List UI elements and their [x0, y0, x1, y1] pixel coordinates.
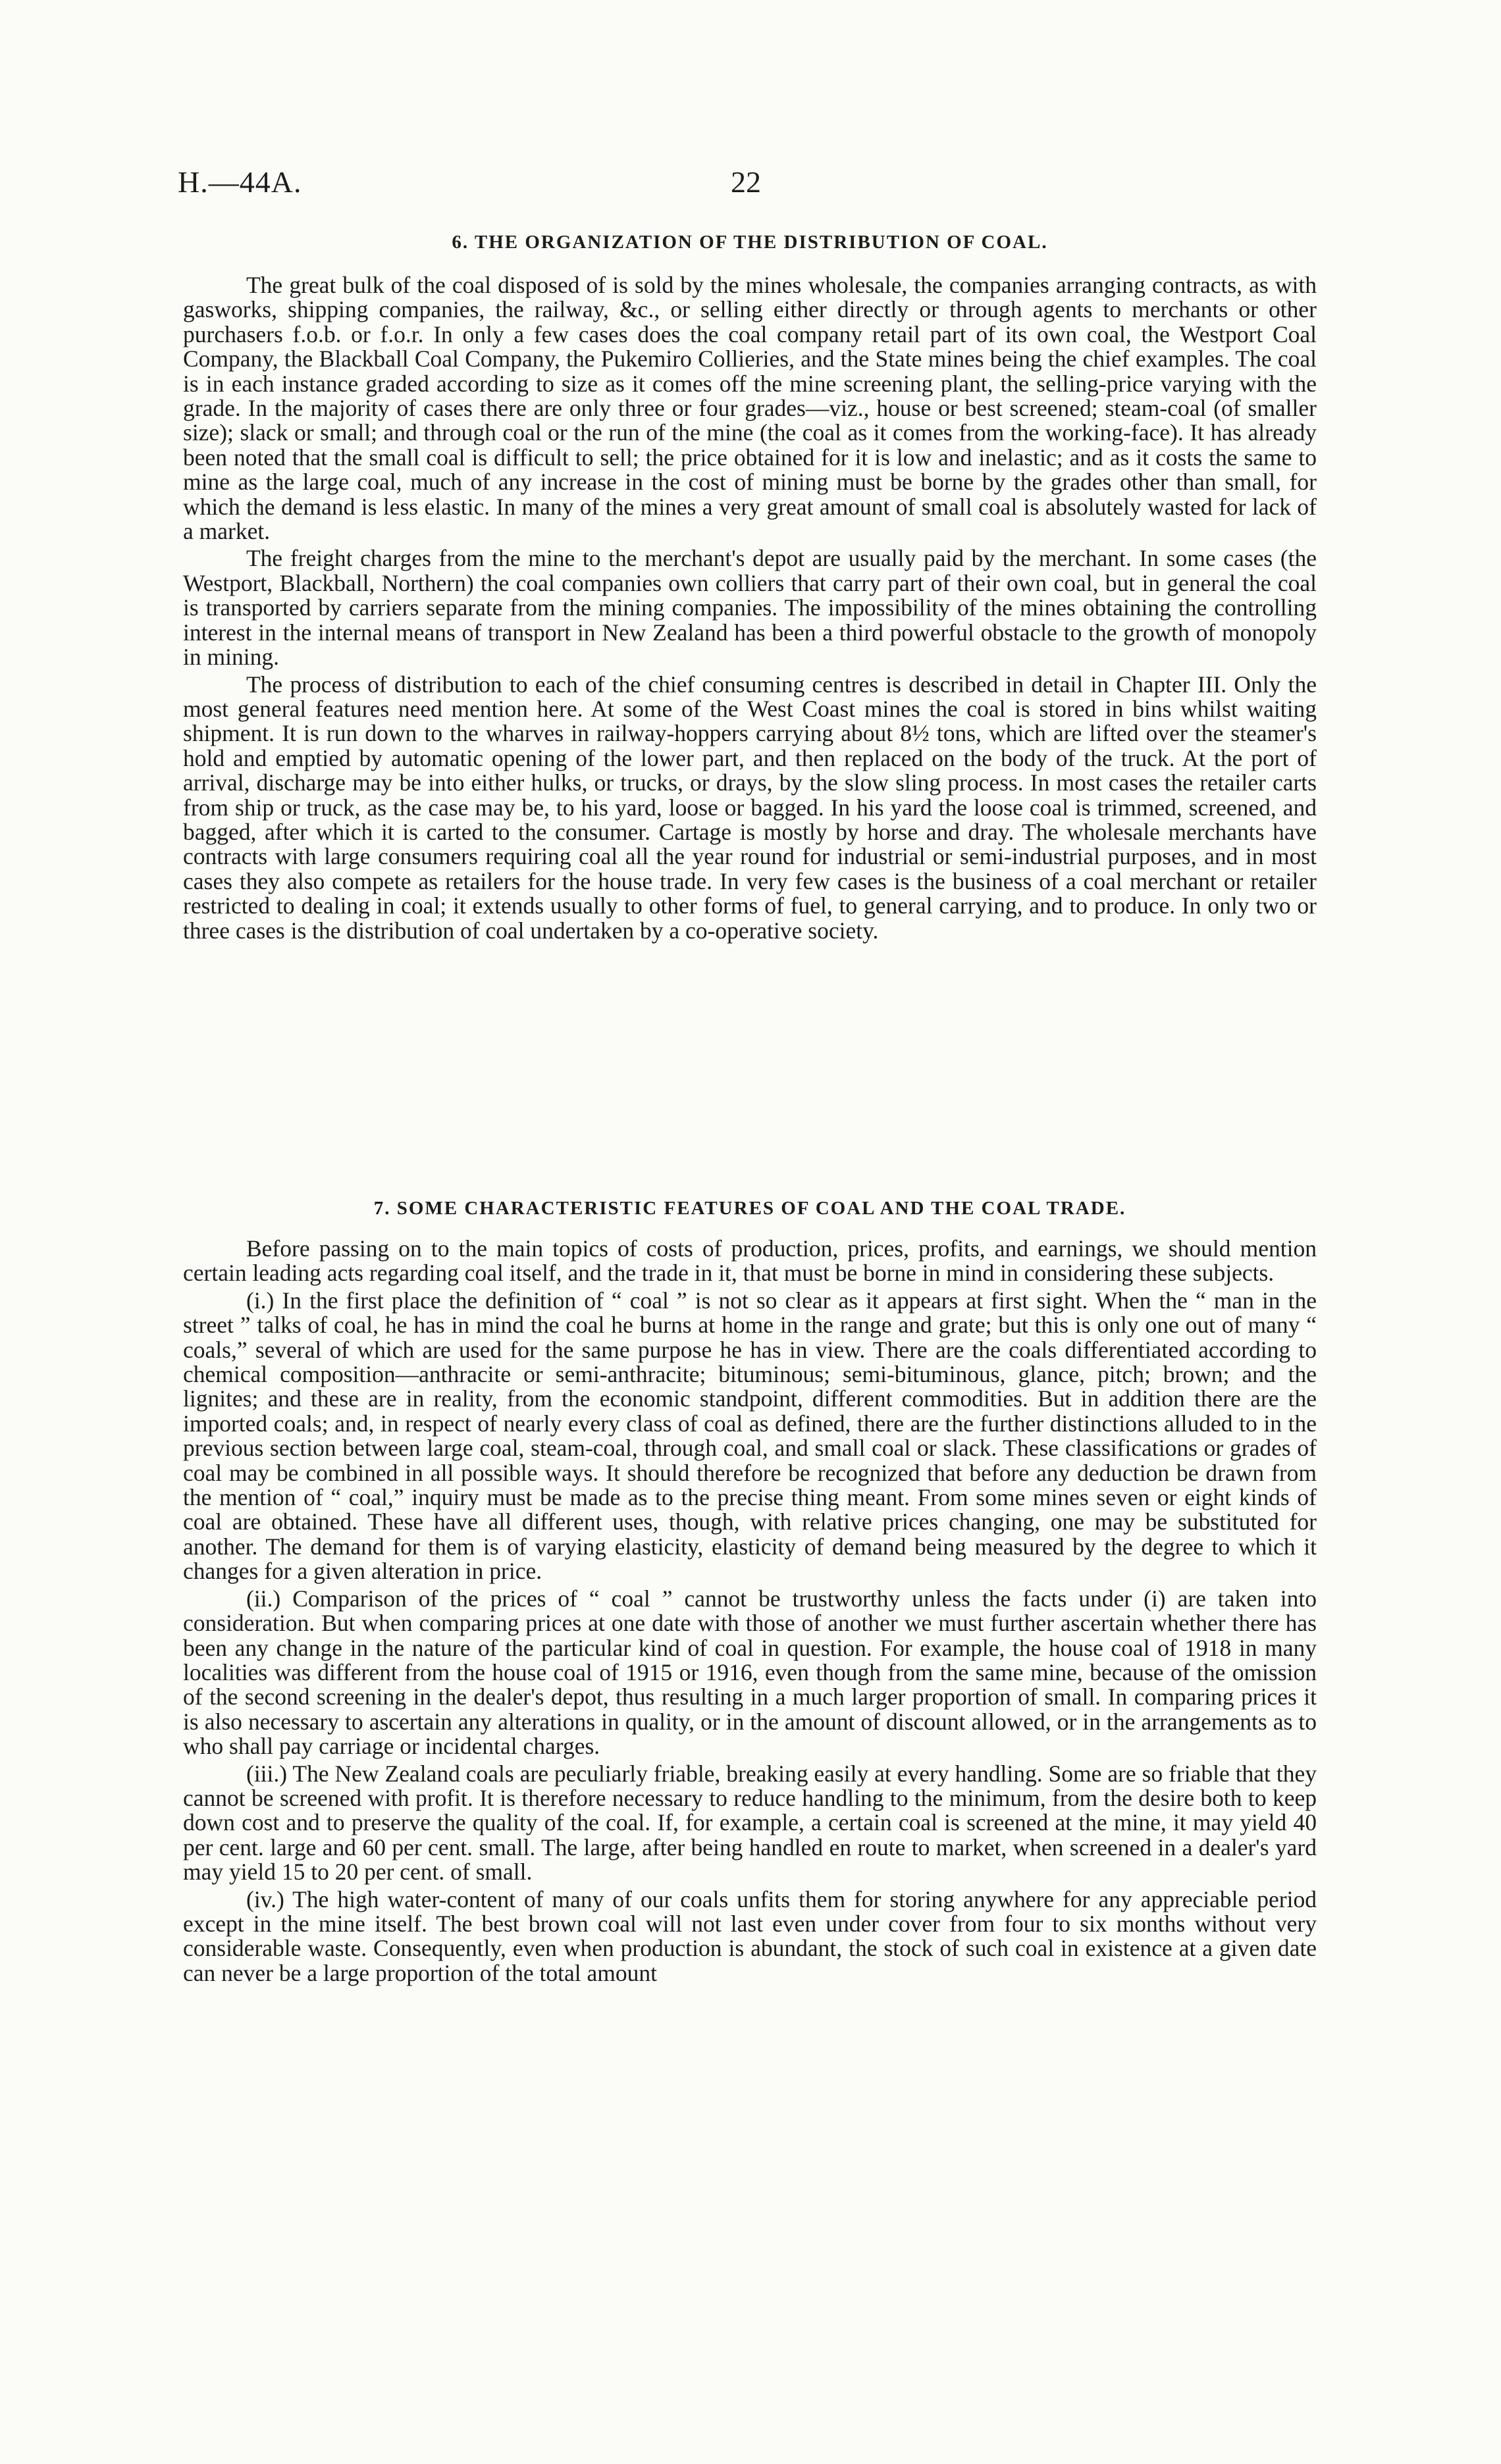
section-7-paragraph-iv: (iv.) The high water-content of many of our coals unfits them for storing anywhere for any appreciable period except in the mine itself. The best brown coal will not last even under cover from four to six months without very considerable waste. Consequently, even when production is abundant, the stock of such coal in existence at a given date can never be a large proportion of the total amount — [183, 1886, 1317, 1986]
section-6-paragraph-3: The process of distribution to each of the chief consuming centres is described in detail in Chapter III. Only the most general features need mention here. At some of the West Coast mines the coal is stored in bins whilst waiting shipment. It is run down to the wharves in railway-hoppers carrying about 8½ tons, which are lifted over the steamer's hold and emptied by automatic opening of the lower part, and then replaced on the body of the truck. At the port of arrival, discharge may be into either hulks, or trucks, or drays, by the slow sling process. In most cases the retailer carts from ship or truck, as the case may be, to his yard, loose or bagged. In his yard the loose coal is trimmed, screened, and bagged, after which it is carted to the consumer. Cartage is mostly by horse and dray. The wholesale merchants have contracts with large consumers requiring coal all the year round for industrial or semi-industrial purposes, and in most cases they also compete as retailers for the house trade. In very few cases is the business of a coal merchant or retailer restricted to dealing in coal; it extends usually to other forms of fuel, to general carrying, and to produce. In only two or three cases is the distribution of coal undertaken by a co-operative society. — [183, 671, 1317, 944]
section-6-paragraph-1: The great bulk of the coal disposed of is sold by the mines wholesale, the companies arranging contracts, as with gasworks, shipping companies, the railway, &c., or selling either directly or through agents to merchants or other purchasers f.o.b. or f.o.r. In only a few cases does the coal company retail part of its own coal, the Westport Coal Company, the Blackball Coal Company, the Pukemiro Collieries, and the State mines being the chief examples. The coal is in each instance graded according to size as it comes off the mine screening plant, the selling-price varying with the grade. In the majority of cases there are only three or four grades—viz., house or best screened; steam-coal (of smaller size); slack or small; and through coal or the run of the mine (the coal as it comes from the working-face). It has already been noted that the small coal is difficult to sell; the price obtained for it is low and inelastic; and as it costs the same to mine as the large coal, much of any increase in the cost of mining must be borne by the grades other than small, for which the demand is less elastic. In many of the mines a very great amount of small coal is absolutely wasted for lack of a market. — [183, 272, 1317, 545]
page-number: 22 — [731, 165, 761, 199]
section-7-paragraph-intro: Before passing on to the main topics of costs of production, prices, profits, and earnings, we should mention certain leading acts regarding coal itself, and the trade in it, that must be borne in mind in considering these subjects. — [183, 1235, 1317, 1287]
section-7-paragraph-iii: (iii.) The New Zealand coals are peculiarly friable, breaking easily at every handling. Some are so friable that they cannot be screened with profit. It is therefore necessary to reduce handling to the minimum, from the desire both to keep down cost and to preserve the quality of the coal. If, for example, a certain coal is screened at the mine, it may yield 40 per cent. large and 60 per cent. small. The large, after being handled en route to market, when screened in a dealer's yard may yield 15 to 20 per cent. of small. — [183, 1760, 1317, 1886]
section-6 — [183, 232, 1317, 943]
section-6-heading: 6. THE ORGANIZATION OF THE DISTRIBUTION OF COAL. — [452, 232, 1048, 253]
section-7-heading: 7. SOME CHARACTERISTIC FEATURES OF COAL AND THE COAL TRADE. — [373, 1198, 1126, 1219]
section-7 — [183, 1198, 1317, 1986]
section-7-paragraph-i: (i.) In the first place the definition of “ coal ” is not so clear as it appears at first sight. When the “ man in the street ” talks of coal, he has in mind the coal he burns at home in the range and grate; but this is only one out of many “ coals,” several of which are used for the same purpose he has in view. There are the coals differentiated according to chemical composition—anthracite or semi-anthracite; bituminous; semi-bituminous, glance, pitch; brown; and the lignites; and these are in reality, from the economic standpoint, different commodities. But in addition there are the imported coals; and, in respect of nearly every class of coal as defined, there are the further distinctions alluded to in the previous section between large coal, steam-coal, through coal, and small coal or slack. These classifications or grades of coal may be combined in all possible ways. It should therefore be recognized that before any deduction be drawn from the mention of “ coal,” inquiry must be made as to the precise thing meant. From some mines seven or eight kinds of coal are obtained. These have all different uses, though, with relative prices changing, one may be substituted for another. The demand for them is of varying elasticity, elasticity of demand being measured by the degree to which it changes for a given alteration in price. — [183, 1287, 1317, 1585]
section-7-paragraph-ii: (ii.) Comparison of the prices of “ coal ” cannot be trustworthy unless the facts under (i) are taken into consideration. But when comparing prices at one date with those of another we must further ascertain whether there has been any change in the nature of the particular kind of coal in question. For example, the house coal of 1918 in many localities was different from the house coal of 1915 or 1916, even though from the same mine, because of the omission of the second screening in the dealer's depot, thus resulting in a much larger proportion of small. In comparing prices it is also necessary to ascertain any alterations in quality, or in the amount of discount allowed, or in the arrangements as to who shall pay carriage or incidental charges. — [183, 1585, 1317, 1760]
section-6-paragraph-2: The freight charges from the mine to the merchant's depot are usually paid by the merchant. In some cases (the Westport, Blackball, Northern) the coal companies own colliers that carry part of their own coal, but in general the coal is transported by carriers separate from the mining companies. The impossibility of the mines obtaining the controlling interest in the internal means of transport in New Zealand has been a third powerful obstacle to the growth of monopoly in mining. — [183, 545, 1317, 671]
document-reference: H.—44A. — [178, 165, 302, 199]
